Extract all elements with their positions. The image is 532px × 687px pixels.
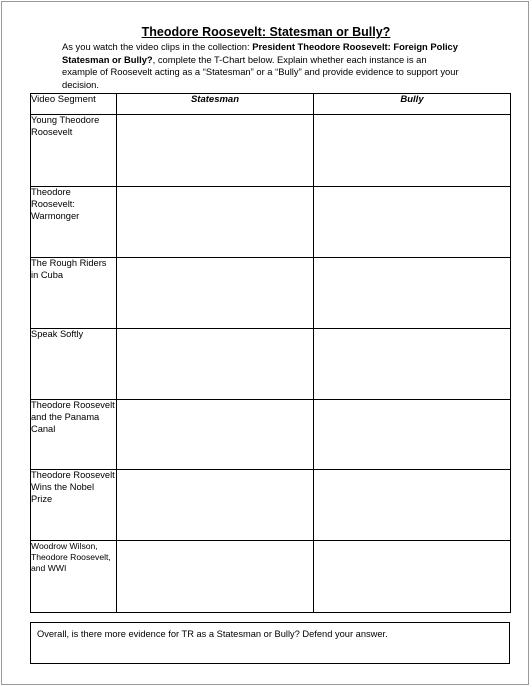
segment-label: Theodore Roosevelt and the Panama Canal	[31, 400, 117, 470]
table-row	[31, 541, 511, 613]
collection-name: President Theodore Roosevelt: Foreign Policy	[252, 41, 458, 52]
t-chart	[30, 93, 511, 613]
statesman-cell[interactable]	[117, 400, 314, 470]
segment-label: The Rough Riders in Cuba	[31, 258, 117, 329]
statesman-cell[interactable]	[117, 329, 314, 400]
bully-cell[interactable]	[314, 258, 511, 329]
final-question-box[interactable]	[30, 622, 510, 664]
segment-label: Woodrow Wilson, Theodore Roosevelt, and WWI	[31, 541, 117, 613]
page-title: Theodore Roosevelt: Statesman or Bully?	[141, 25, 391, 39]
table-row	[31, 115, 511, 187]
header-video-segment: Video Segment	[31, 94, 117, 115]
bully-cell[interactable]	[314, 470, 511, 541]
statesman-cell[interactable]	[117, 258, 314, 329]
bully-cell[interactable]	[314, 329, 511, 400]
bully-cell[interactable]	[314, 115, 511, 187]
table-row	[31, 258, 511, 329]
segment-label: Theodore Roosevelt: Warmonger	[31, 187, 117, 258]
segment-label: Young Theodore Roosevelt	[31, 115, 117, 187]
bully-cell[interactable]	[314, 187, 511, 258]
intro-text: , complete the T-Chart below. Explain whether each instance is an	[152, 53, 427, 65]
bully-cell[interactable]	[314, 541, 511, 613]
statesman-cell[interactable]	[117, 470, 314, 541]
intro-text: example of Roosevelt acting as a “Statesman” or a “Bully” and provide evidence to support your	[62, 66, 459, 78]
table-row	[31, 470, 511, 541]
intro-text: As you watch the video clips in the collection:	[62, 41, 253, 52]
segment-label: Theodore Roosevelt Wins the Nobel Prize	[31, 470, 117, 541]
statesman-cell[interactable]	[117, 187, 314, 258]
intro-text: decision.	[62, 78, 100, 90]
statesman-cell[interactable]	[117, 115, 314, 187]
table-row	[31, 329, 511, 400]
table-row	[31, 187, 511, 258]
table-row	[31, 400, 511, 470]
instructions	[62, 41, 474, 91]
collection-name-cont: Statesman or Bully?	[62, 53, 153, 65]
statesman-cell[interactable]	[117, 541, 314, 613]
bully-cell[interactable]	[314, 400, 511, 470]
t-chart-header-row	[31, 94, 511, 115]
final-question: Overall, is there more evidence for TR as a Statesman or Bully? Defend your answer.	[37, 629, 388, 639]
header-bully: Bully	[314, 94, 511, 115]
header-statesman: Statesman	[117, 94, 314, 115]
segment-label: Speak Softly	[31, 329, 117, 400]
